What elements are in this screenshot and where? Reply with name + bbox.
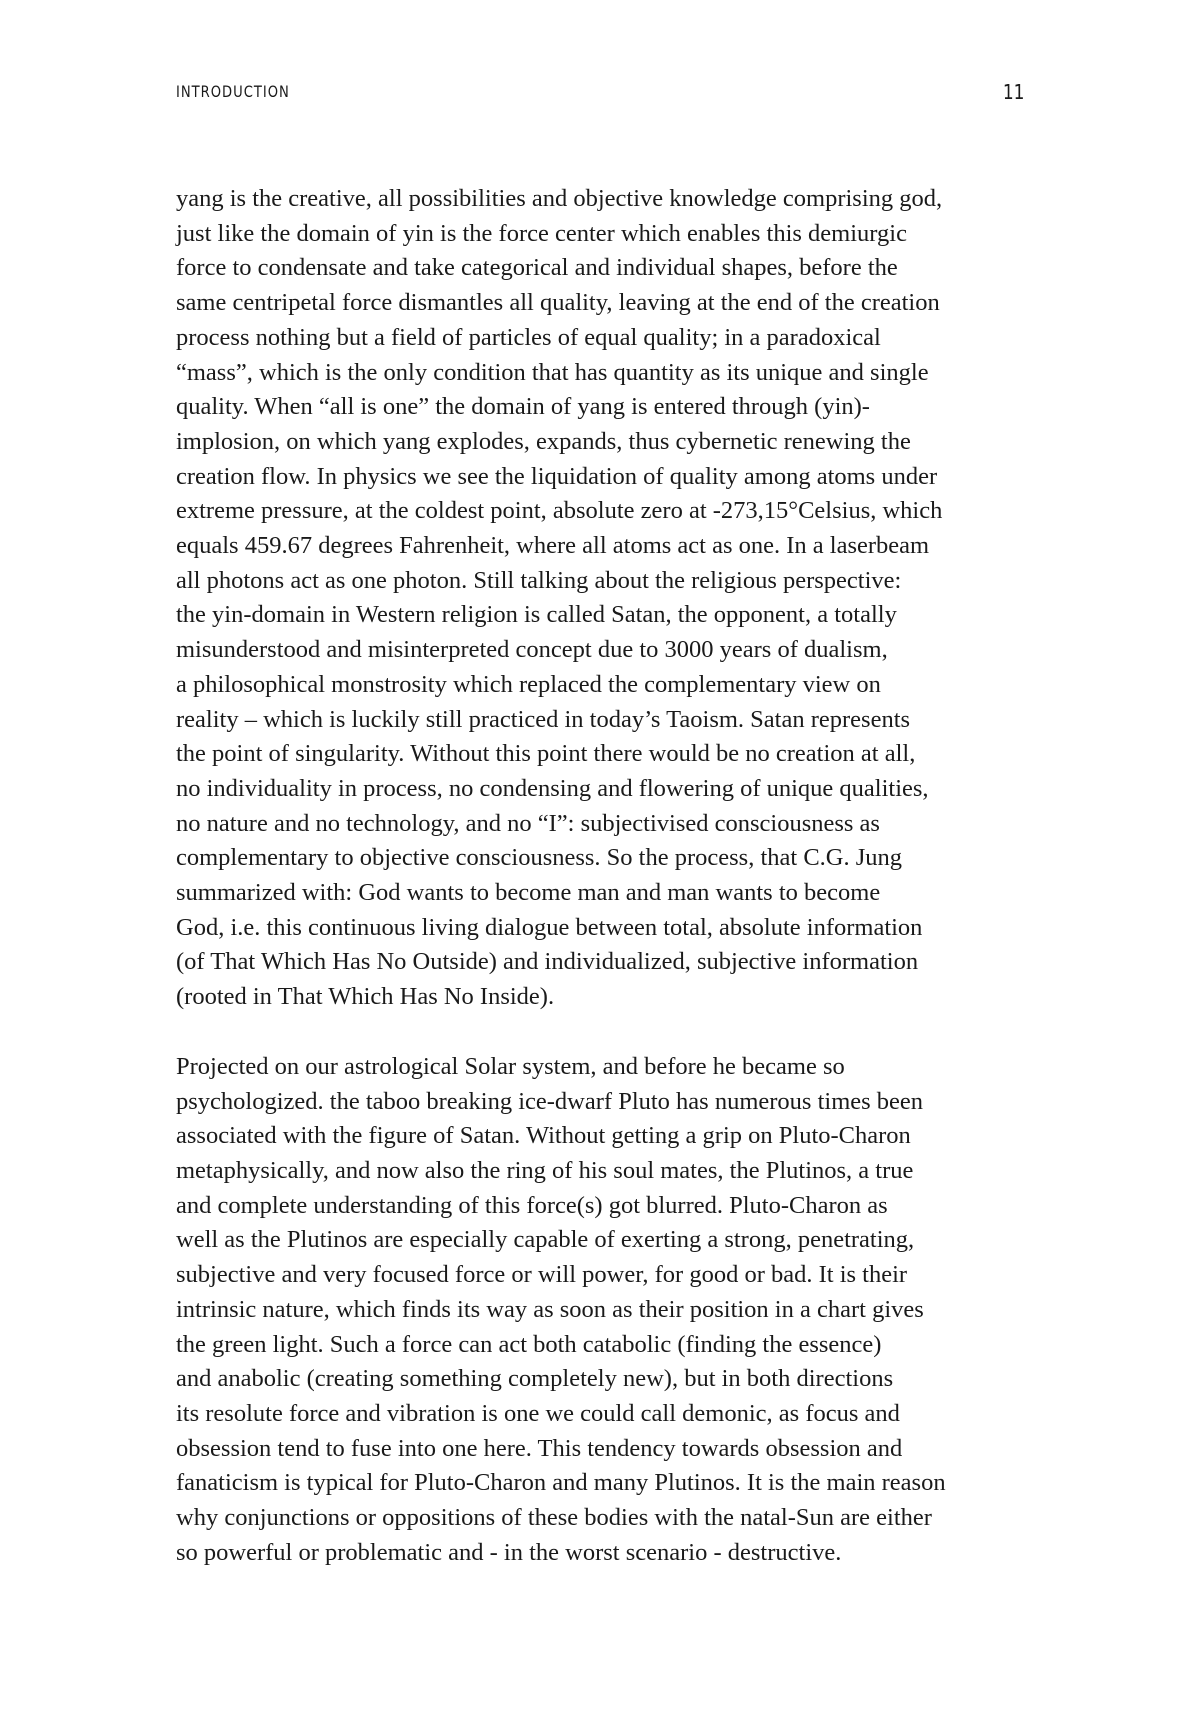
text-line: intrinsic nature, which finds its way as soon as their position in a chart gives: [176, 1295, 924, 1323]
body-text: [176, 182, 1036, 1605]
text-line: quality. When “all is one” the domain of yang is entered through (yin)-: [176, 393, 870, 421]
text-line: its resolute force and vibration is one we could call demonic, as focus and: [176, 1399, 900, 1427]
text-line: force to condensate and take categorical and individual shapes, before the: [176, 254, 898, 282]
text-line: and anabolic (creating something completely new), but in both directions: [176, 1365, 894, 1393]
text-line: why conjunctions or oppositions of these bodies with the natal-Sun are either: [176, 1504, 932, 1532]
text-line: well as the Plutinos are especially capable of exerting a strong, penetrating,: [176, 1226, 915, 1254]
running-head: INTRODUCTION: [176, 82, 290, 101]
text-line: subjective and very focused force or will power, for good or bad. It is their: [176, 1261, 908, 1289]
text-line: equals 459.67 degrees Fahrenheit, where all atoms act as one. In a laserbeam: [176, 532, 930, 560]
text-line: misunderstood and misinterpreted concept due to 3000 years of dualism,: [176, 636, 888, 664]
text-line: (rooted in That Which Has No Inside).: [176, 983, 555, 1011]
text-line: complementary to objective consciousness. So the process, that C.G. Jung: [176, 844, 903, 872]
text-line: same centripetal force dismantles all quality, leaving at the end of the creation: [176, 289, 940, 317]
text-line: creation flow. In physics we see the liquidation of quality among atoms under: [176, 462, 938, 490]
text-line: psychologized. the taboo breaking ice-dwarf Pluto has numerous times been: [176, 1087, 924, 1115]
text-line: fanaticism is typical for Pluto-Charon and many Plutinos. It is the main reason: [176, 1469, 946, 1497]
text-line: the point of singularity. Without this point there would be no creation at all,: [176, 740, 916, 768]
paragraph: [176, 182, 1036, 1015]
text-line: no nature and no technology, and no “I”: subjectivised consciousness as: [176, 809, 880, 837]
text-line: God, i.e. this continuous living dialogue between total, absolute information: [176, 913, 923, 941]
text-line: just like the domain of yin is the force center which enables this demiurgic: [176, 219, 907, 247]
text-line: yang is the creative, all possibilities and objective knowledge comprising god,: [176, 185, 943, 212]
page-number: 11: [1002, 80, 1024, 104]
text-line: process nothing but a field of particles of equal quality; in a paradoxical: [176, 323, 881, 351]
text-line: all photons act as one photon. Still talking about the religious perspective:: [176, 566, 902, 594]
text-line: obsession tend to fuse into one here. This tendency towards obsession and: [176, 1434, 903, 1462]
text-line: extreme pressure, at the coldest point, absolute zero at -273,15°Celsius, which: [176, 497, 943, 525]
text-line: so powerful or problematic and - in the worst scenario - destructive.: [176, 1538, 842, 1566]
text-line: the green light. Such a force can act both catabolic (finding the essence): [176, 1330, 882, 1358]
text-line: no individuality in process, no condensing and flowering of unique qualities,: [176, 774, 929, 802]
text-line: Projected on our astrological Solar system, and before he became so: [176, 1052, 845, 1080]
text-line: metaphysically, and now also the ring of his soul mates, the Plutinos, a true: [176, 1156, 914, 1184]
text-line: a philosophical monstrosity which replaced the complementary view on: [176, 670, 881, 698]
text-line: the yin-domain in Western religion is called Satan, the opponent, a totally: [176, 601, 897, 629]
paragraph: [176, 1050, 1036, 1571]
text-line: (of That Which Has No Outside) and individualized, subjective information: [176, 948, 919, 976]
text-line: associated with the figure of Satan. Without getting a grip on Pluto-Charon: [176, 1122, 911, 1150]
text-line: and complete understanding of this force(s) got blurred. Pluto-Charon as: [176, 1191, 888, 1219]
text-line: implosion, on which yang explodes, expands, thus cybernetic renewing the: [176, 427, 911, 455]
text-line: “mass”, which is the only condition that has quantity as its unique and single: [176, 358, 929, 386]
text-line: summarized with: God wants to become man and man wants to become: [176, 879, 881, 907]
text-line: reality – which is luckily still practiced in today’s Taoism. Satan represents: [176, 705, 911, 733]
